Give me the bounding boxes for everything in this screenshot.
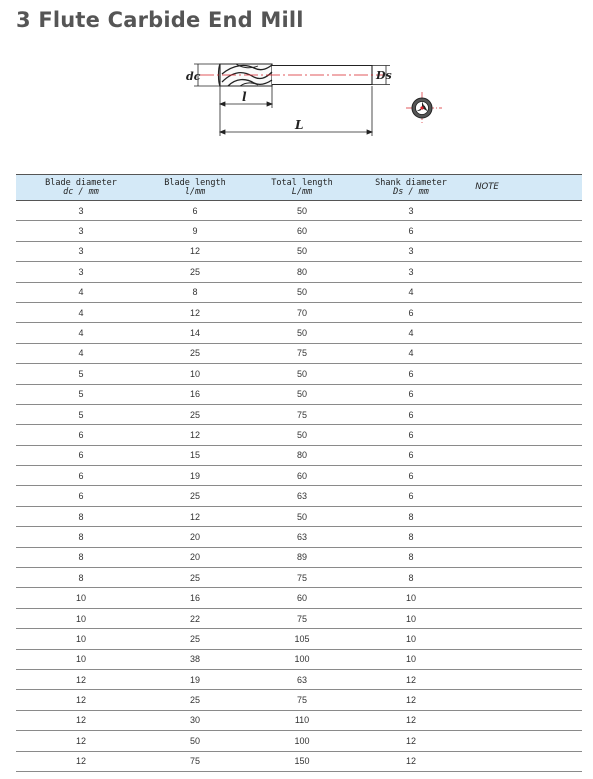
cell-spacer bbox=[512, 425, 582, 445]
cell-blade-length: 25 bbox=[146, 262, 244, 282]
cell-blade-diameter: 10 bbox=[16, 608, 146, 628]
cell-blade-diameter: 3 bbox=[16, 262, 146, 282]
cell-total-length: 110 bbox=[244, 710, 360, 730]
cell-spacer bbox=[512, 568, 582, 588]
cell-total-length: 80 bbox=[244, 445, 360, 465]
cell-spacer bbox=[512, 445, 582, 465]
table-row bbox=[16, 527, 582, 547]
cell-shank-diameter: 6 bbox=[360, 404, 462, 424]
cell-total-length: 50 bbox=[244, 384, 360, 404]
cell-shank-diameter: 6 bbox=[360, 425, 462, 445]
cell-shank-diameter: 3 bbox=[360, 262, 462, 282]
cell-blade-length: 25 bbox=[146, 568, 244, 588]
cell-spacer bbox=[512, 710, 582, 730]
cell-spacer bbox=[512, 690, 582, 710]
cell-blade-diameter: 8 bbox=[16, 506, 146, 526]
cell-total-length: 150 bbox=[244, 751, 360, 771]
table-row bbox=[16, 221, 582, 241]
cell-blade-diameter: 8 bbox=[16, 568, 146, 588]
cell-total-length: 75 bbox=[244, 608, 360, 628]
cell-total-length: 89 bbox=[244, 547, 360, 567]
ds-label: Ds bbox=[376, 69, 392, 82]
cell-note bbox=[462, 302, 512, 322]
table-row bbox=[16, 384, 582, 404]
cell-blade-length: 6 bbox=[146, 201, 244, 221]
cell-blade-length: 25 bbox=[146, 690, 244, 710]
cell-blade-diameter: 8 bbox=[16, 547, 146, 567]
cell-note bbox=[462, 547, 512, 567]
cell-spacer bbox=[512, 404, 582, 424]
cell-shank-diameter: 6 bbox=[360, 364, 462, 384]
cell-note bbox=[462, 241, 512, 261]
cell-shank-diameter: 6 bbox=[360, 445, 462, 465]
cell-spacer bbox=[512, 302, 582, 322]
cell-blade-diameter: 6 bbox=[16, 445, 146, 465]
cell-spacer bbox=[512, 221, 582, 241]
cell-shank-diameter: 8 bbox=[360, 527, 462, 547]
cross-section-icon bbox=[404, 90, 444, 126]
cell-blade-length: 50 bbox=[146, 731, 244, 751]
cell-blade-length: 12 bbox=[146, 506, 244, 526]
table-row bbox=[16, 608, 582, 628]
cell-blade-length: 10 bbox=[146, 364, 244, 384]
cell-total-length: 80 bbox=[244, 262, 360, 282]
table-row bbox=[16, 302, 582, 322]
header-label: Blade length bbox=[164, 177, 226, 188]
cell-blade-length: 25 bbox=[146, 629, 244, 649]
cell-note bbox=[462, 425, 512, 445]
cell-blade-length: 25 bbox=[146, 343, 244, 363]
cell-shank-diameter: 12 bbox=[360, 731, 462, 751]
cell-note bbox=[462, 649, 512, 669]
table-row bbox=[16, 343, 582, 363]
table-row bbox=[16, 323, 582, 343]
cell-shank-diameter: 8 bbox=[360, 568, 462, 588]
cell-blade-diameter: 3 bbox=[16, 221, 146, 241]
cell-total-length: 50 bbox=[244, 364, 360, 384]
cell-note bbox=[462, 343, 512, 363]
dc-label: dc bbox=[186, 70, 201, 83]
cell-blade-length: 30 bbox=[146, 710, 244, 730]
cell-shank-diameter: 3 bbox=[360, 241, 462, 261]
cell-blade-length: 19 bbox=[146, 669, 244, 689]
cell-total-length: 63 bbox=[244, 669, 360, 689]
cell-spacer bbox=[512, 282, 582, 302]
cell-spacer bbox=[512, 527, 582, 547]
cell-blade-length: 22 bbox=[146, 608, 244, 628]
cell-total-length: 100 bbox=[244, 731, 360, 751]
cell-note bbox=[462, 404, 512, 424]
cell-shank-diameter: 12 bbox=[360, 710, 462, 730]
table-row bbox=[16, 201, 582, 221]
cell-total-length: 63 bbox=[244, 486, 360, 506]
cell-shank-diameter: 8 bbox=[360, 547, 462, 567]
cell-blade-length: 15 bbox=[146, 445, 244, 465]
cell-shank-diameter: 6 bbox=[360, 384, 462, 404]
table-row bbox=[16, 364, 582, 384]
table-row bbox=[16, 506, 582, 526]
cell-total-length: 75 bbox=[244, 404, 360, 424]
cell-blade-diameter: 6 bbox=[16, 466, 146, 486]
end-mill-drawing bbox=[180, 52, 390, 142]
table-header-row bbox=[16, 175, 582, 201]
header-total-length bbox=[244, 175, 360, 201]
cell-spacer bbox=[512, 466, 582, 486]
cell-total-length: 60 bbox=[244, 466, 360, 486]
cell-note bbox=[462, 690, 512, 710]
cell-spacer bbox=[512, 486, 582, 506]
cell-shank-diameter: 6 bbox=[360, 302, 462, 322]
cell-blade-diameter: 12 bbox=[16, 751, 146, 771]
cell-blade-diameter: 4 bbox=[16, 302, 146, 322]
cell-blade-diameter: 12 bbox=[16, 669, 146, 689]
cell-blade-length: 12 bbox=[146, 302, 244, 322]
cell-note bbox=[462, 486, 512, 506]
cell-spacer bbox=[512, 649, 582, 669]
table-row bbox=[16, 241, 582, 261]
table-row bbox=[16, 547, 582, 567]
cell-note bbox=[462, 527, 512, 547]
cell-blade-diameter: 6 bbox=[16, 486, 146, 506]
cell-spacer bbox=[512, 506, 582, 526]
table-body bbox=[16, 201, 582, 772]
cell-shank-diameter: 12 bbox=[360, 690, 462, 710]
cell-spacer bbox=[512, 364, 582, 384]
cell-total-length: 50 bbox=[244, 506, 360, 526]
cell-note bbox=[462, 669, 512, 689]
cell-note bbox=[462, 751, 512, 771]
cell-spacer bbox=[512, 262, 582, 282]
cell-blade-length: 38 bbox=[146, 649, 244, 669]
cell-shank-diameter: 6 bbox=[360, 221, 462, 241]
table-header bbox=[16, 175, 582, 201]
cell-spacer bbox=[512, 669, 582, 689]
header-label: Shank diameter bbox=[375, 177, 447, 188]
cell-blade-length: 25 bbox=[146, 404, 244, 424]
cell-total-length: 70 bbox=[244, 302, 360, 322]
header-blade-diameter bbox=[16, 175, 146, 201]
cell-note bbox=[462, 221, 512, 241]
cell-shank-diameter: 10 bbox=[360, 649, 462, 669]
cell-spacer bbox=[512, 731, 582, 751]
cell-blade-diameter: 6 bbox=[16, 425, 146, 445]
cell-total-length: 50 bbox=[244, 425, 360, 445]
cell-spacer bbox=[512, 343, 582, 363]
cell-blade-length: 75 bbox=[146, 751, 244, 771]
table-row bbox=[16, 731, 582, 751]
cell-blade-diameter: 5 bbox=[16, 364, 146, 384]
table-row bbox=[16, 649, 582, 669]
cell-note bbox=[462, 364, 512, 384]
cell-blade-length: 25 bbox=[146, 486, 244, 506]
table-row bbox=[16, 262, 582, 282]
header-unit: dc / mm bbox=[63, 186, 99, 197]
cell-blade-length: 8 bbox=[146, 282, 244, 302]
cell-blade-length: 12 bbox=[146, 241, 244, 261]
cell-spacer bbox=[512, 547, 582, 567]
table-row bbox=[16, 710, 582, 730]
header-unit: Ds / mm bbox=[393, 186, 429, 197]
table-row bbox=[16, 486, 582, 506]
cell-blade-length: 14 bbox=[146, 323, 244, 343]
table-row bbox=[16, 690, 582, 710]
cell-shank-diameter: 12 bbox=[360, 669, 462, 689]
cell-blade-length: 16 bbox=[146, 384, 244, 404]
cell-shank-diameter: 6 bbox=[360, 466, 462, 486]
header-blade-length bbox=[146, 175, 244, 201]
cell-spacer bbox=[512, 323, 582, 343]
L-label: L bbox=[295, 118, 304, 132]
cell-note bbox=[462, 731, 512, 751]
cell-note bbox=[462, 588, 512, 608]
cell-blade-diameter: 10 bbox=[16, 629, 146, 649]
cell-shank-diameter: 10 bbox=[360, 588, 462, 608]
cell-note bbox=[462, 710, 512, 730]
cell-blade-length: 12 bbox=[146, 425, 244, 445]
cell-note bbox=[462, 568, 512, 588]
cell-total-length: 75 bbox=[244, 690, 360, 710]
cell-note bbox=[462, 506, 512, 526]
cell-note bbox=[462, 282, 512, 302]
cell-shank-diameter: 8 bbox=[360, 506, 462, 526]
cell-blade-diameter: 4 bbox=[16, 323, 146, 343]
table-row bbox=[16, 751, 582, 771]
cell-total-length: 50 bbox=[244, 323, 360, 343]
cell-shank-diameter: 4 bbox=[360, 343, 462, 363]
header-spacer bbox=[512, 175, 582, 201]
table-row bbox=[16, 629, 582, 649]
cell-total-length: 75 bbox=[244, 568, 360, 588]
cell-blade-diameter: 12 bbox=[16, 690, 146, 710]
cell-note bbox=[462, 262, 512, 282]
cell-total-length: 100 bbox=[244, 649, 360, 669]
header-unit: L/mm bbox=[291, 186, 313, 197]
header-label: Blade diameter bbox=[45, 177, 117, 188]
cell-spacer bbox=[512, 751, 582, 771]
cell-note bbox=[462, 445, 512, 465]
cell-shank-diameter: 6 bbox=[360, 486, 462, 506]
cell-total-length: 75 bbox=[244, 343, 360, 363]
cell-shank-diameter: 10 bbox=[360, 629, 462, 649]
cell-note bbox=[462, 629, 512, 649]
cell-blade-diameter: 10 bbox=[16, 649, 146, 669]
cell-blade-length: 20 bbox=[146, 547, 244, 567]
table-row bbox=[16, 588, 582, 608]
table-row bbox=[16, 282, 582, 302]
table-row bbox=[16, 568, 582, 588]
cell-spacer bbox=[512, 588, 582, 608]
cell-blade-diameter: 12 bbox=[16, 710, 146, 730]
l-label: l bbox=[242, 90, 247, 104]
cell-shank-diameter: 3 bbox=[360, 201, 462, 221]
cell-blade-diameter: 12 bbox=[16, 731, 146, 751]
page-title: 3 Flute Carbide End Mill bbox=[16, 8, 304, 32]
cell-blade-diameter: 4 bbox=[16, 282, 146, 302]
cell-total-length: 50 bbox=[244, 241, 360, 261]
cell-total-length: 50 bbox=[244, 282, 360, 302]
cell-blade-diameter: 10 bbox=[16, 588, 146, 608]
header-unit: l/mm bbox=[184, 186, 206, 197]
cell-blade-length: 9 bbox=[146, 221, 244, 241]
cell-total-length: 50 bbox=[244, 201, 360, 221]
cell-blade-diameter: 5 bbox=[16, 404, 146, 424]
cell-spacer bbox=[512, 629, 582, 649]
cell-blade-diameter: 8 bbox=[16, 527, 146, 547]
cell-shank-diameter: 4 bbox=[360, 323, 462, 343]
cell-blade-diameter: 4 bbox=[16, 343, 146, 363]
cell-blade-diameter: 3 bbox=[16, 201, 146, 221]
cell-note bbox=[462, 384, 512, 404]
cell-note bbox=[462, 201, 512, 221]
cell-shank-diameter: 4 bbox=[360, 282, 462, 302]
cell-note bbox=[462, 466, 512, 486]
header-note: NOTE bbox=[462, 175, 512, 201]
table-row bbox=[16, 466, 582, 486]
cell-shank-diameter: 10 bbox=[360, 608, 462, 628]
cell-total-length: 60 bbox=[244, 588, 360, 608]
cell-spacer bbox=[512, 608, 582, 628]
cell-note bbox=[462, 608, 512, 628]
cell-spacer bbox=[512, 384, 582, 404]
table-row bbox=[16, 425, 582, 445]
cell-spacer bbox=[512, 201, 582, 221]
cell-note bbox=[462, 323, 512, 343]
cell-blade-length: 19 bbox=[146, 466, 244, 486]
table-row bbox=[16, 445, 582, 465]
cell-total-length: 63 bbox=[244, 527, 360, 547]
cell-total-length: 105 bbox=[244, 629, 360, 649]
header-label: Total length bbox=[271, 177, 333, 188]
header-shank-diameter bbox=[360, 175, 462, 201]
table-row bbox=[16, 669, 582, 689]
cell-spacer bbox=[512, 241, 582, 261]
table-row bbox=[16, 404, 582, 424]
cell-blade-length: 16 bbox=[146, 588, 244, 608]
spec-table bbox=[16, 174, 582, 772]
cell-total-length: 60 bbox=[244, 221, 360, 241]
cell-shank-diameter: 12 bbox=[360, 751, 462, 771]
cell-blade-diameter: 5 bbox=[16, 384, 146, 404]
cell-blade-length: 20 bbox=[146, 527, 244, 547]
cell-blade-diameter: 3 bbox=[16, 241, 146, 261]
